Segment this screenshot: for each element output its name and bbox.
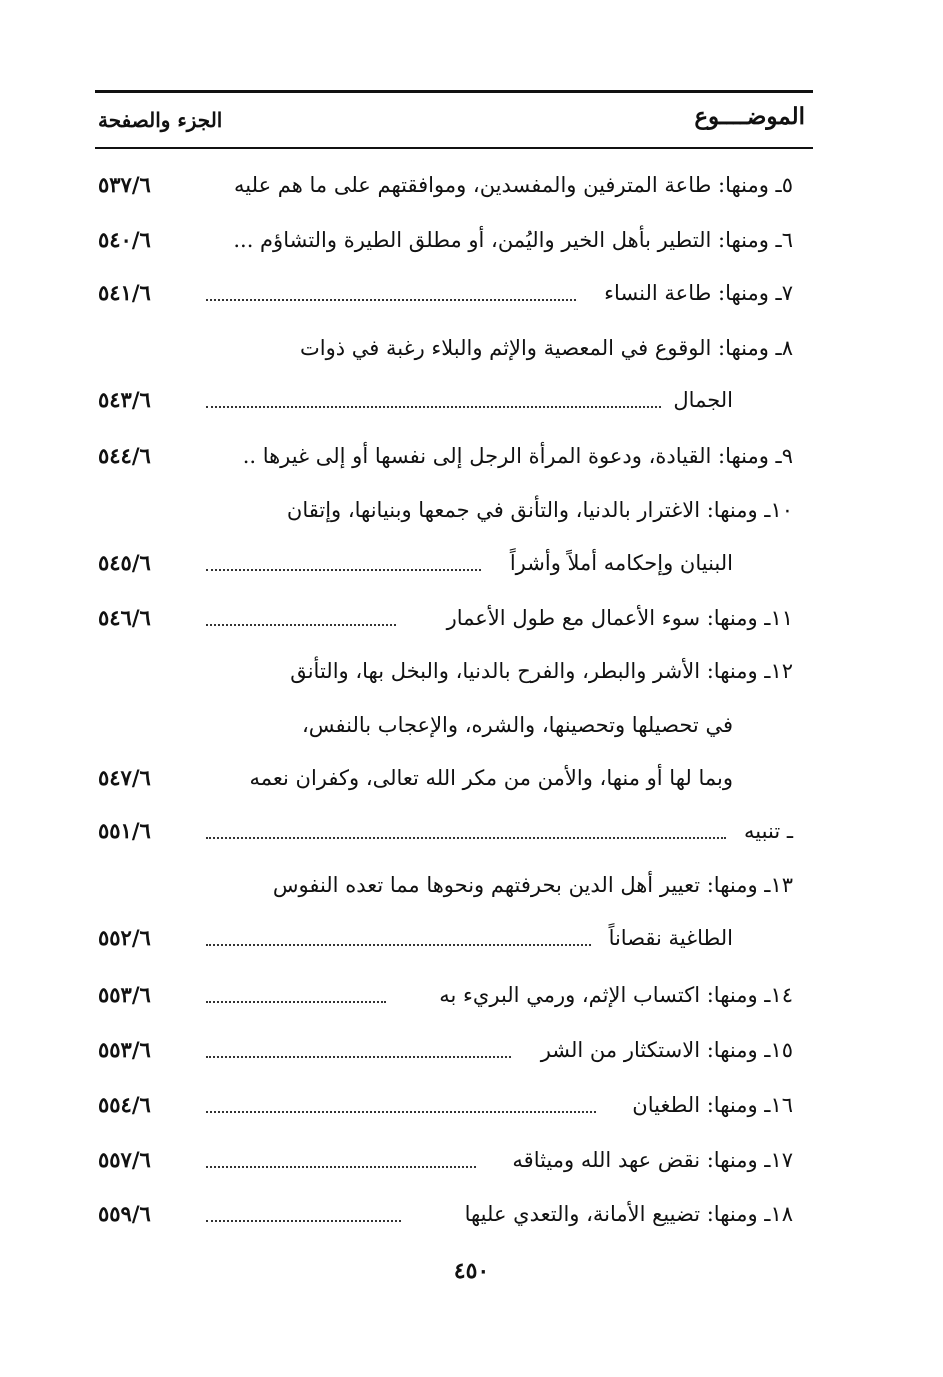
entry-text: ١٦ـ ومنها: الطغيان (632, 1093, 793, 1117)
leader-dots (206, 1111, 596, 1113)
entry-ref: ٥٥١/٦ (98, 818, 151, 843)
toc-entry-12 (98, 651, 793, 691)
entry-text: ٥ـ ومنها: طاعة المترفين والمفسدين، وموافقتهم على ما هم عليه (234, 173, 793, 197)
toc-entry-10 (98, 490, 793, 530)
entry-text: ١١ـ ومنها: سوء الأعمال مع طول الأعمار (446, 606, 793, 630)
entry-text: ١٧ـ ومنها: نقض عهد الله وميثاقه (512, 1148, 793, 1172)
leader-dots (206, 624, 396, 626)
entry-ref: ٥٤٥/٦ (98, 550, 151, 575)
entry-text: ١٤ـ ومنها: اكتساب الإثم، ورمي البريء به (439, 983, 793, 1007)
toc-entry-15 (98, 1030, 793, 1070)
leader-dots (206, 1001, 386, 1003)
entry-ref: ٥٤٦/٦ (98, 605, 151, 630)
entry-ref: ٥٥٩/٦ (98, 1201, 151, 1226)
entry-text: ٩ـ ومنها: القيادة، ودعوة المرأة الرجل إلى نفسها أو إلى غيرها .. (242, 444, 793, 468)
entry-ref: ٥٥٧/٦ (98, 1147, 151, 1172)
toc-entry-17 (98, 1140, 793, 1180)
toc-entry-6 (98, 220, 793, 260)
entry-text: البنيان وإحكامه أملاً وأشراً (509, 551, 733, 575)
entry-text: ١٠ـ ومنها: الاغترار بالدنيا، والتأنق في جمعها وبنيانها، وإتقان (286, 498, 793, 522)
entry-text: ١٥ـ ومنها: الاستكثار من الشر (540, 1038, 793, 1062)
toc-entry-12-cont-1 (98, 705, 793, 745)
entry-ref: ٥٤١/٦ (98, 280, 151, 305)
toc-entry-11 (98, 598, 793, 638)
entry-text: ـ تنبيه (744, 819, 793, 843)
entry-text: الجمال (673, 388, 733, 412)
toc-entry-18 (98, 1194, 793, 1234)
toc-entry-note (98, 811, 793, 851)
entry-ref: ٥٥٣/٦ (98, 982, 151, 1007)
header-ref-label: الجزء والصفحة (98, 108, 223, 132)
entry-ref: ٥٣٧/٦ (98, 172, 151, 197)
toc-entry-5 (98, 165, 793, 205)
toc-entry-13 (98, 865, 793, 905)
toc-entry-12-cont-2 (98, 758, 793, 798)
toc-entry-16 (98, 1085, 793, 1125)
entry-text: ٦ـ ومنها: التطير بأهل الخير واليُمن، أو مطلق الطيرة والتشاؤم ... (233, 228, 793, 252)
entry-ref: ٥٥٤/٦ (98, 1092, 151, 1117)
entry-ref: ٥٤٤/٦ (98, 443, 151, 468)
toc-entry-14 (98, 975, 793, 1015)
toc-entry-10-cont (98, 543, 793, 583)
entry-ref: ٥٥٣/٦ (98, 1037, 151, 1062)
entry-ref: ٥٤٠/٦ (98, 227, 151, 252)
entry-text: ١٨ـ ومنها: تضييع الأمانة، والتعدي عليها (464, 1202, 793, 1226)
entry-text: ١٣ـ ومنها: تعيير أهل الدين بحرفتهم ونحوها مما تعده النفوس (272, 873, 793, 897)
leader-dots (206, 1166, 476, 1168)
leader-dots (206, 569, 481, 571)
leader-dots (206, 1056, 511, 1058)
toc-entry-7 (98, 273, 793, 313)
top-rule (95, 90, 813, 93)
leader-dots (206, 837, 726, 839)
header-topic-label: الموضــــوع (694, 103, 805, 130)
entry-ref: ٥٤٣/٦ (98, 387, 151, 412)
toc-entry-13-cont (98, 918, 793, 958)
toc-entry-8 (98, 328, 793, 368)
leader-dots (206, 944, 591, 946)
entry-text: ٧ـ ومنها: طاعة النساء (604, 281, 793, 305)
entry-ref: ٥٥٢/٦ (98, 925, 151, 950)
entry-ref: ٥٤٧/٦ (98, 765, 151, 790)
entry-text: الطاغية نقصاناً (608, 926, 733, 950)
leader-dots (206, 1220, 401, 1222)
toc-entry-9 (98, 436, 793, 476)
entry-text: وبما لها أو منها، والأمن من مكر الله تعالى، وكفران نعمه (249, 766, 733, 790)
entry-text: ١٢ـ ومنها: الأشر والبطر، والفرح بالدنيا، والبخل بها، والتأنق (290, 659, 793, 683)
header-rule (95, 147, 813, 149)
leader-dots (206, 299, 576, 301)
page-number: ٤٥٠ (453, 1258, 490, 1284)
entry-text: ٨ـ ومنها: الوقوع في المعصية والإثم والبلاء رغبة في ذوات (300, 336, 793, 360)
entry-text: في تحصيلها وتحصينها، والشره، والإعجاب بالنفس، (301, 713, 733, 737)
leader-dots (206, 406, 661, 408)
toc-entry-8-cont (98, 380, 793, 420)
